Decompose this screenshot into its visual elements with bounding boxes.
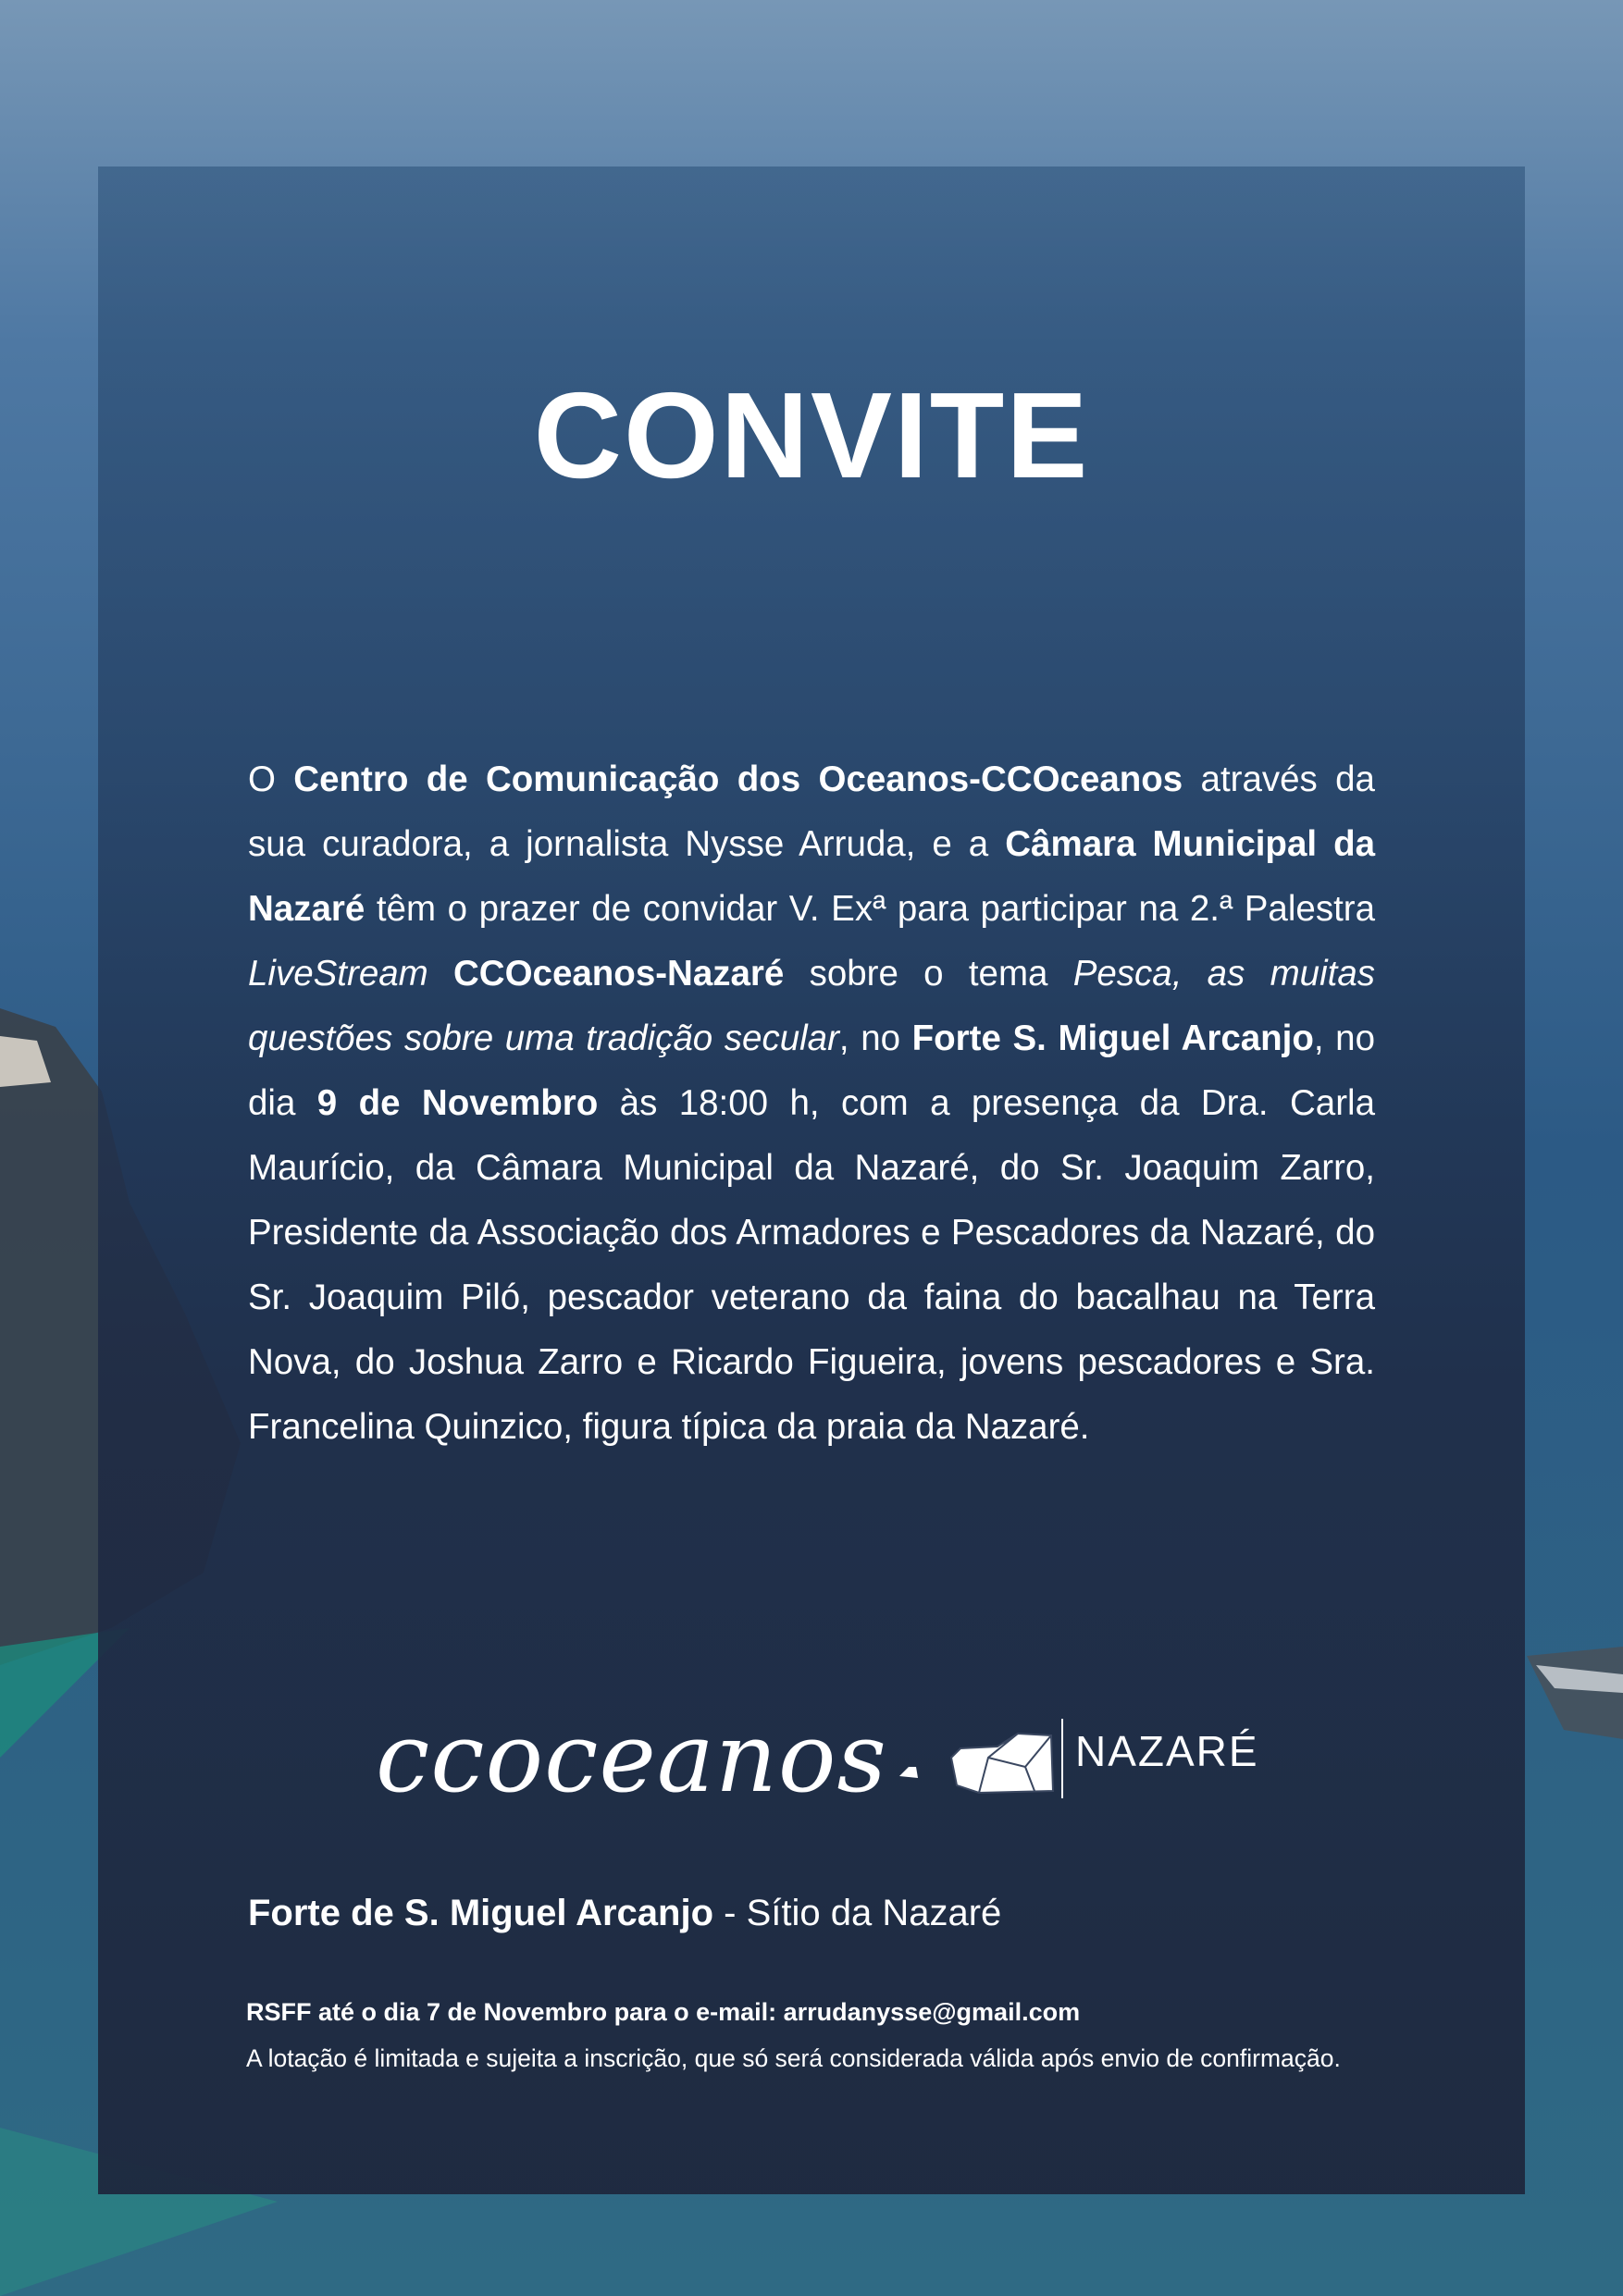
venue-line bbox=[248, 1893, 1001, 1934]
page-title: CONVITE bbox=[533, 367, 1090, 503]
text-segment bbox=[428, 954, 453, 994]
nazare-logo-text: NAZARÉ bbox=[1075, 1727, 1259, 1775]
organization-name: Centro de Comunicação dos Oceanos-CCOceanos bbox=[293, 759, 1183, 799]
text-segment: , no bbox=[838, 1018, 912, 1058]
text-segment: têm o prazer de convidar V. Exª para participar na 2.ª Palestra bbox=[365, 889, 1375, 929]
text-segment: às 18:00 h, com a presença da Dra. Carla Maurício, da Câmara Municipal da Nazaré, do Sr. Joaquim Zarro, Presidente da Associação dos Armadores e Pescadores da Nazaré, do Sr. Joaquim Piló, pescador veterano da faina do bacalhau na Terra Nova, do Joshua Zarro e Ricardo Figueira, jovens pescadores e Sra. Francelina Quinzico, figura típica da praia da Nazaré. bbox=[248, 1083, 1375, 1447]
venue-location: - Sítio da Nazaré bbox=[713, 1893, 1002, 1933]
text-segment: através da sua curadora, a jornalista Nysse Arruda, e a bbox=[248, 759, 1375, 864]
theme-title: Pesca, as muitas questões sobre uma tradição secular bbox=[248, 954, 1375, 1058]
camara-name: Câmara Municipal da Nazaré bbox=[248, 824, 1375, 929]
event-name: CCOceanos-Nazaré bbox=[453, 954, 785, 994]
text-segment: O bbox=[248, 759, 294, 799]
ccoceanos-logo: ccoceanos bbox=[376, 1701, 887, 1814]
livestream-label: LiveStream bbox=[248, 954, 428, 994]
capacity-note: A lotação é limitada e sujeita a inscrição, que só será considerada válida após envio de confirmação. bbox=[246, 2044, 1341, 2072]
rock-icon bbox=[899, 1767, 918, 1778]
text-segment: , no dia bbox=[248, 1018, 1375, 1123]
fort-icon bbox=[951, 1734, 1053, 1793]
event-date: 9 de Novembro bbox=[316, 1083, 599, 1123]
place-name: Forte S. Miguel Arcanjo bbox=[911, 1018, 1314, 1058]
invitation-paragraph bbox=[248, 747, 1375, 1460]
rsvp-line: RSFF até o dia 7 de Novembro para o e-mail: arrudanysse@gmail.com bbox=[246, 1998, 1081, 2026]
venue-name: Forte de S. Miguel Arcanjo bbox=[248, 1893, 714, 1933]
text-segment: sobre o tema bbox=[784, 954, 1073, 994]
